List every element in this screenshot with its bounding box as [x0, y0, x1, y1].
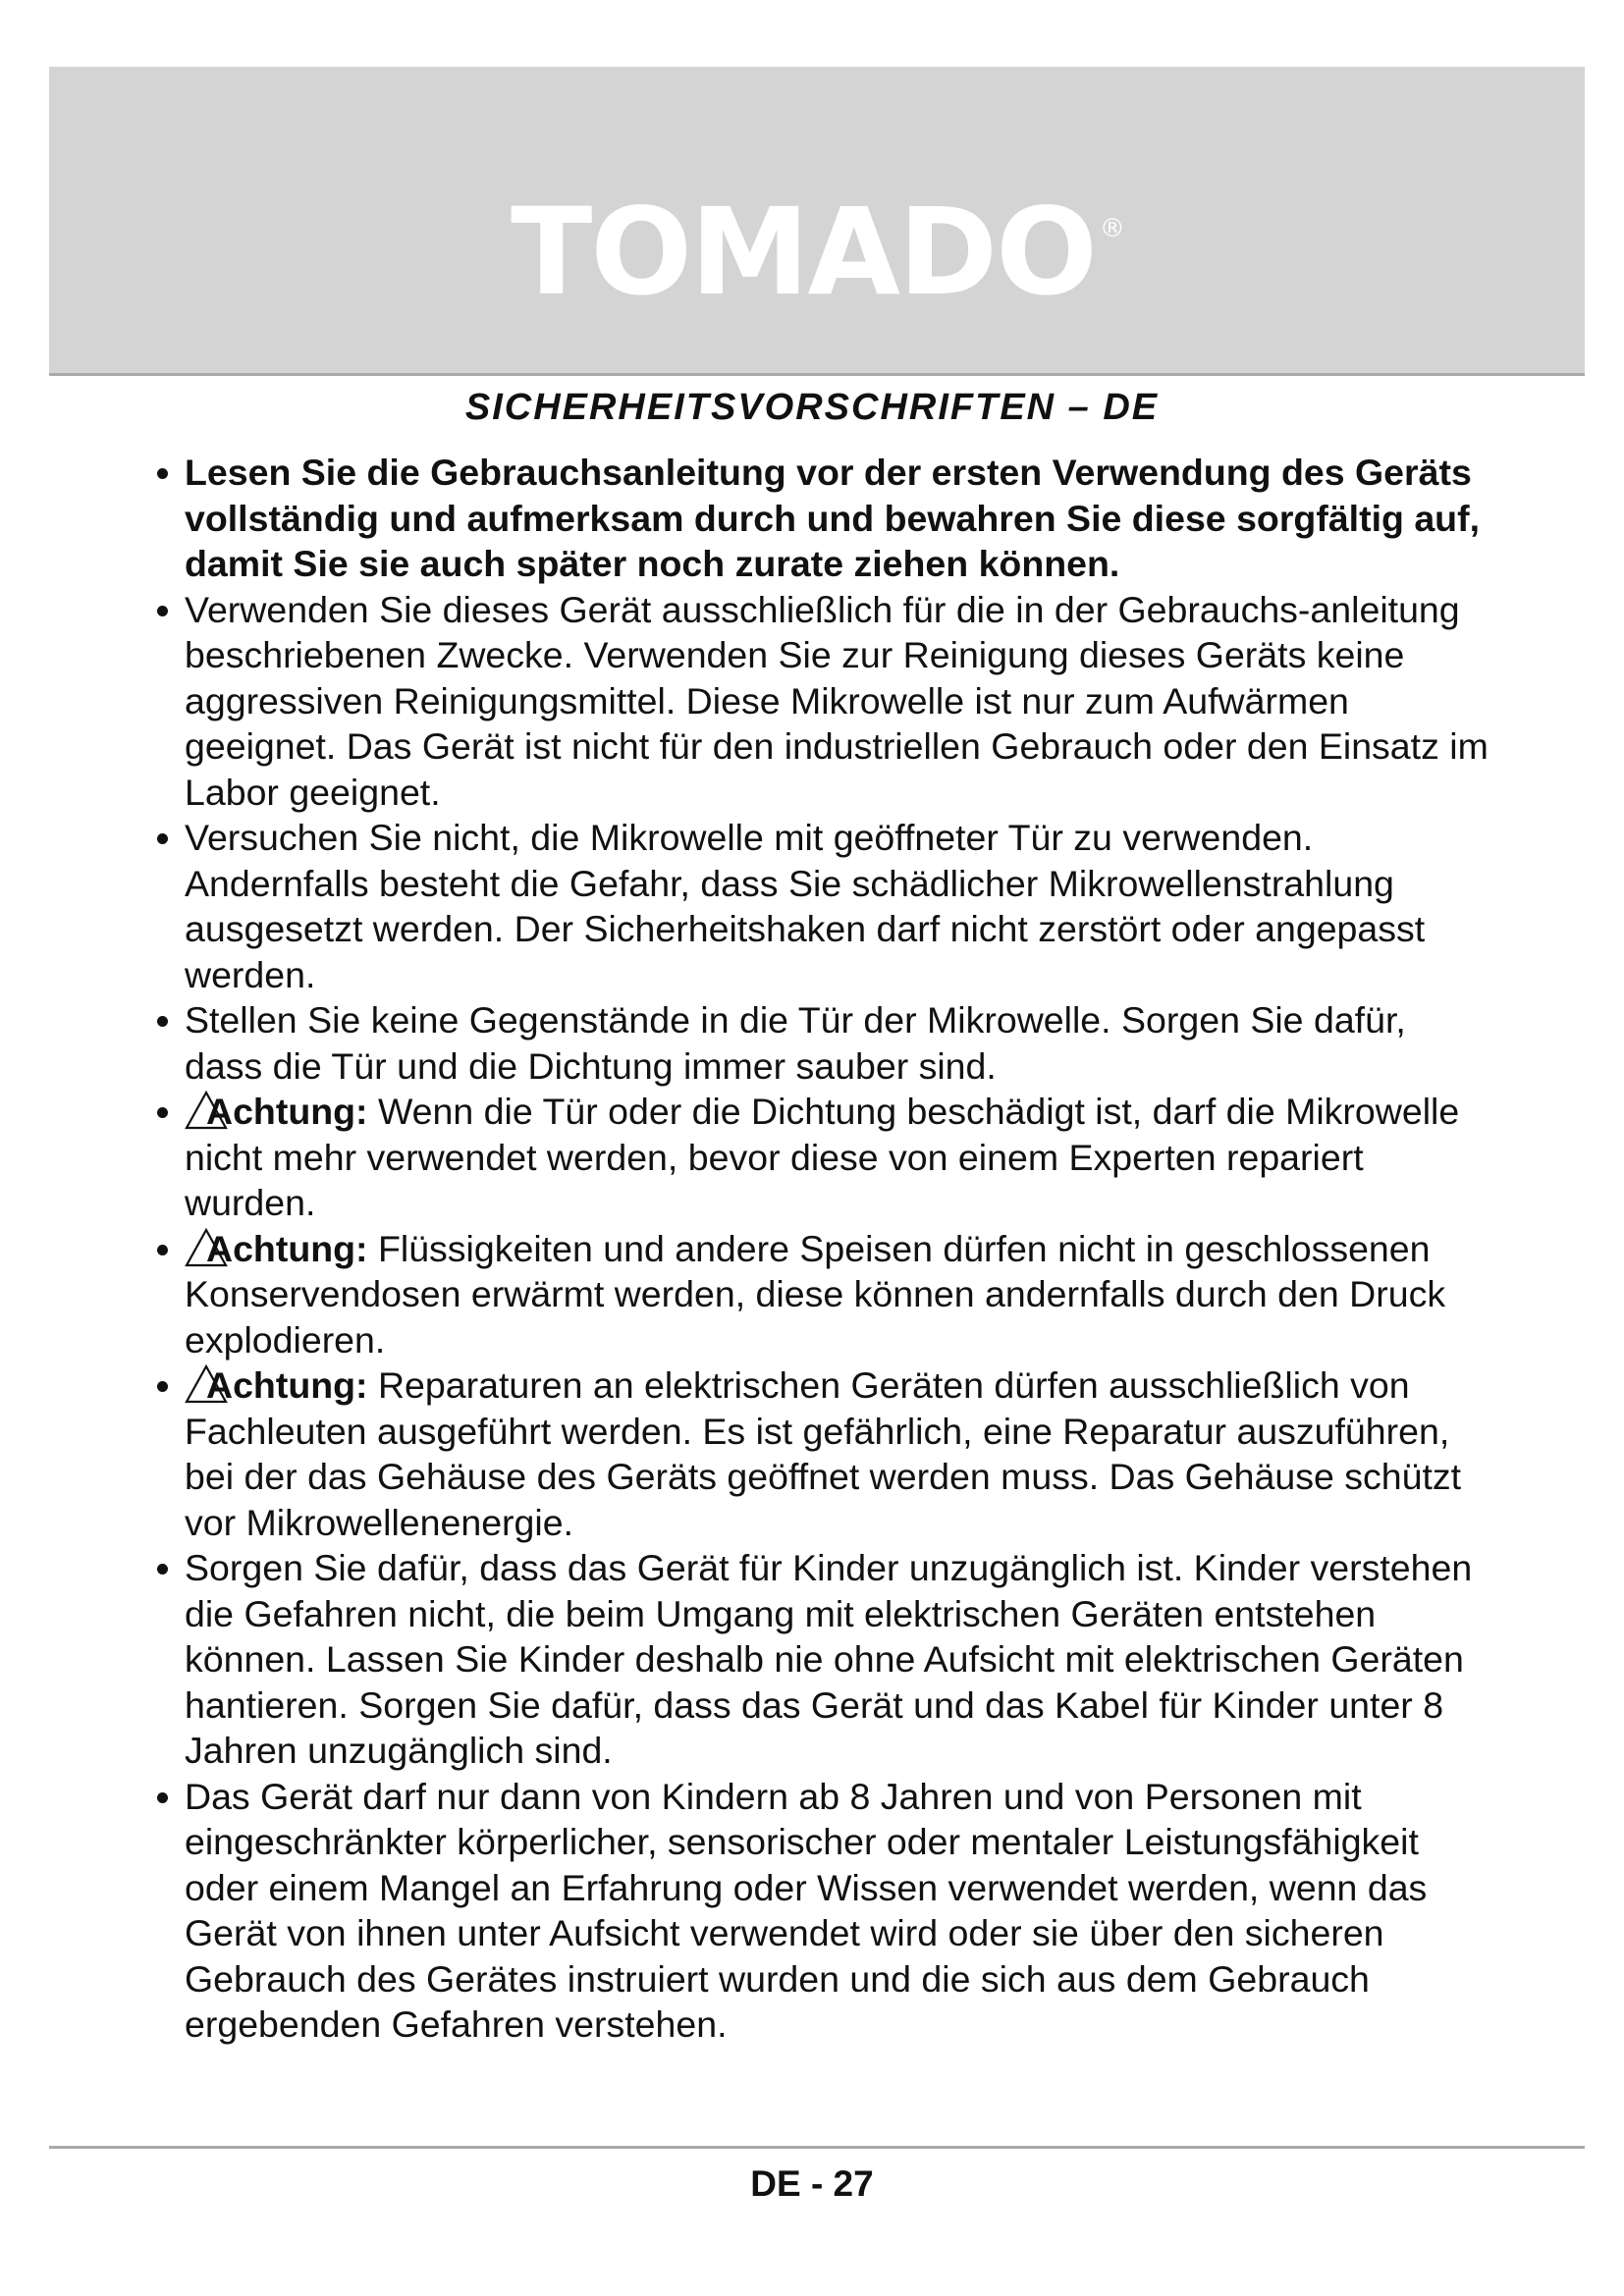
warning-label: Achtung:	[206, 1364, 368, 1406]
item-text: Lesen Sie die Gebrauchsanleitung vor der ersten Verwendung des Geräts vollständig und aufmerksam durch und bewahren Sie diese sorgfältig auf, damit Sie sie auch später noch zurate ziehen können.	[185, 452, 1481, 584]
bullet-icon	[157, 1245, 168, 1255]
safety-instructions-list	[157, 450, 1492, 2048]
brand-logo	[49, 183, 1585, 322]
item-text: Stellen Sie keine Gegenstände in die Tür der Mikrowelle. Sorgen Sie dafür, dass die Tür und die Dichtung immer sauber sind.	[185, 999, 1406, 1087]
bullet-icon	[157, 606, 168, 616]
bullet-icon	[157, 1107, 168, 1118]
list-item-warning	[157, 1362, 1492, 1545]
list-item	[157, 815, 1492, 997]
list-item	[157, 450, 1492, 587]
warning-triangle-icon	[185, 1091, 228, 1130]
warning-triangle-icon	[185, 1364, 228, 1404]
item-text: Flüssigkeiten und andere Speisen dürfen nicht in geschlossenen Konservendosen erwärmt werden, diese können andernfalls durch den Druck explodieren.	[185, 1227, 1446, 1361]
item-text: Sorgen Sie dafür, dass das Gerät für Kinder unzugänglich ist. Kinder verstehen die Gefahren nicht, die beim Umgang mit elektrischen Geräten entstehen können. Lassen Sie Kinder deshalb nie ohne Aufsicht mit elektrischen Geräten hantieren. Sorgen Sie dafür, dass das Gerät und das Kabel für Kinder unter 8 Jahren unzugänglich sind.	[185, 1547, 1473, 1771]
brand-name: TOMADO	[511, 183, 1096, 322]
bullet-icon	[157, 1564, 168, 1575]
bullet-icon	[157, 833, 168, 844]
warning-label-group	[185, 1091, 368, 1132]
section-title: SICHERHEITSVORSCHRIFTEN – DE	[464, 387, 1160, 428]
bullet-icon	[157, 1016, 168, 1027]
list-item	[157, 1545, 1492, 1774]
header-band	[49, 67, 1585, 376]
list-item	[157, 997, 1492, 1089]
item-text: Das Gerät darf nur dann von Kindern ab 8 Jahren und von Personen mit eingeschränkter körperlicher, sensorischer oder mentaler Leistungsfähigkeit oder einem Mangel an Erfahrung oder Wissen verwendet werden, wenn das Gerät von ihnen unter Aufsicht verwendet wird oder sie über den sicheren Gebrauch des Gerätes instruiert wurden und die sich aus dem Gebrauch ergebenden Gefahren verstehen.	[185, 1775, 1428, 2045]
warning-label-group	[185, 1228, 368, 1269]
page-number: DE - 27	[750, 2163, 874, 2204]
registered-mark: ®	[1099, 214, 1123, 243]
item-text: Verwenden Sie dieses Gerät ausschließlich für die in der Gebrauchs-anleitung beschriebenen Zwecke. Verwenden Sie zur Reinigung dieses Geräts keine aggressiven Reinigungsmittel. Diese Mikrowelle ist nur zum Aufwärmen geeignet. Das Gerät ist nicht für den industriellen Gebrauch oder den Einsatz im Labor geeignet.	[185, 588, 1489, 813]
bullet-icon	[157, 1792, 168, 1803]
item-text: Reparaturen an elektrischen Geräten dürfen ausschließlich von Fachleuten ausgeführt werden. Es ist gefährlich, eine Reparatur auszuführen, bei der das Gehäuse des Geräts geöffnet werden muss. Das Gehäuse schützt vor Mikrowellenenergie.	[185, 1364, 1462, 1543]
warning-label: Achtung:	[206, 1091, 368, 1132]
list-item-warning	[157, 1089, 1492, 1226]
item-text: Versuchen Sie nicht, die Mikrowelle mit geöffneter Tür zu verwenden. Andernfalls besteht die Gefahr, dass Sie schädlicher Mikrowellenstrahlung ausgesetzt werden. Der Sicherheitshaken darf nicht zerstört oder angepasst werden.	[185, 817, 1426, 995]
warning-label: Achtung:	[206, 1227, 368, 1269]
bullet-icon	[157, 1381, 168, 1392]
item-text: Wenn die Tür oder die Dichtung beschädigt ist, darf die Mikrowelle nicht mehr verwendet werden, bevor diese von einem Experten repariert wurden.	[185, 1091, 1460, 1223]
warning-triangle-icon	[185, 1228, 228, 1267]
list-item	[157, 1774, 1492, 2048]
warning-label-group	[185, 1364, 368, 1406]
list-item	[157, 587, 1492, 816]
list-item-warning	[157, 1226, 1492, 1363]
footer-divider	[49, 2146, 1585, 2149]
bullet-icon	[157, 468, 168, 479]
